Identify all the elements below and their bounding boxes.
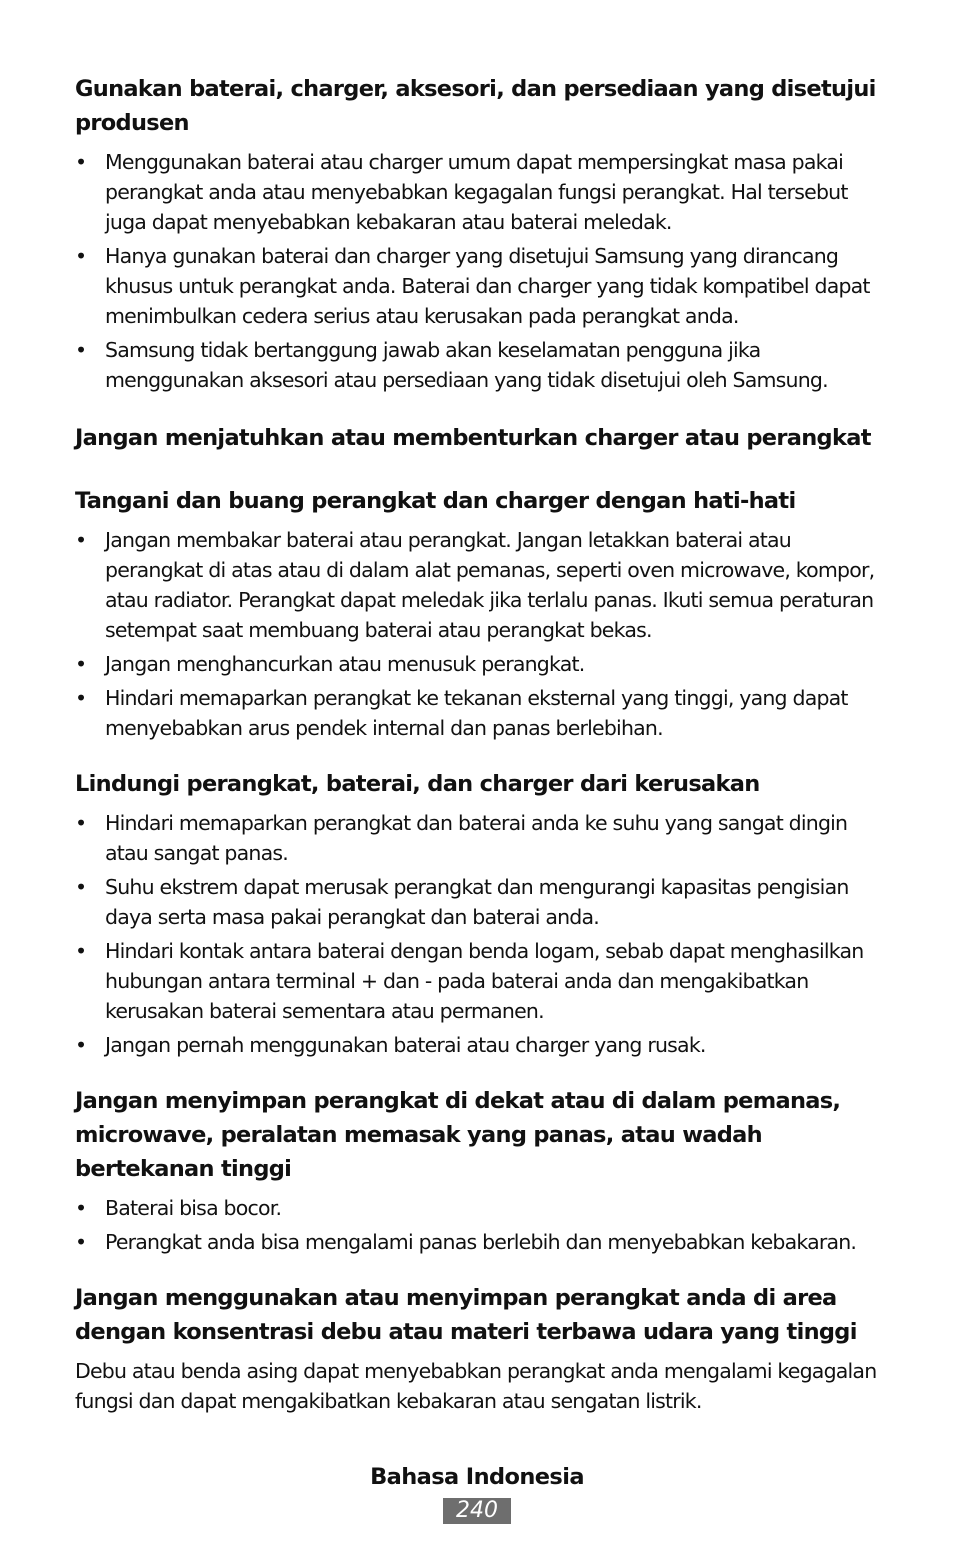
list-item-text: Jangan membakar baterai atau perangkat. Jangan letakkan baterai atau perangkat di atas atau di dalam alat pemanas, seperti oven microwave, kompor, atau radiator. Perangkat dapat meledak jika terlalu panas. Ikuti semua peraturan setempat saat membuang baterai atau perangkat bekas. [105,528,875,642]
bullet-icon: • [75,1230,87,1254]
list-item-text: Hindari kontak antara baterai dengan benda logam, sebab dapat menghasilkan hubungan antara terminal + dan - pada baterai anda dan mengakibatkan kerusakan baterai sementara atau permanen. [105,939,864,1023]
footer-language: Bahasa Indonesia [370,1464,584,1490]
bullet-icon: • [75,1196,87,1220]
section-approved-accessories [75,72,887,395]
list-item-text: Hanya gunakan baterai dan charger yang disetujui Samsung yang dirancang khusus untuk perangkat anda. Baterai dan charger yang tidak kompatibel dapat menimbulkan cedera serius atau kerusakan pada perangkat anda. [105,244,870,328]
list-item-text: Samsung tidak bertanggung jawab akan keselamatan pengguna jika menggunakan aksesori atau persediaan yang tidak disetujui oleh Samsung. [105,338,828,392]
bullet-icon: • [75,939,87,963]
page-content [75,72,887,1416]
section-dust-areas [75,1281,887,1416]
section-heading: Lindungi perangkat, baterai, dan charger dari kerusakan [75,771,760,797]
list-item-text: Jangan menghancurkan atau menusuk perangkat. [105,652,585,676]
list-item [75,525,887,645]
section-protect-damage [75,767,887,1060]
list-item [75,808,887,868]
bullet-icon: • [75,150,87,174]
bullet-list [75,1193,887,1257]
list-item [75,147,887,237]
section-handle-dispose [75,484,887,743]
bullet-icon: • [75,686,87,710]
list-item-text: Hindari memaparkan perangkat ke tekanan eksternal yang tinggi, yang dapat menyebabkan arus pendek internal dan panas berlebihan. [105,686,848,740]
section-heading: Gunakan baterai, charger, aksesori, dan persediaan yang disetujui produsen [75,76,876,136]
bullet-icon: • [75,1033,87,1057]
section-body: Debu atau benda asing dapat menyebabkan perangkat anda mengalami kegagalan fungsi dan dapat mengakibatkan kebakaran atau sengatan listrik. [75,1359,877,1413]
bullet-icon: • [75,338,87,362]
list-item [75,872,887,932]
list-item-text: Suhu ekstrem dapat merusak perangkat dan mengurangi kapasitas pengisian daya serta masa pakai perangkat dan baterai anda. [105,875,849,929]
list-item-text: Hindari memaparkan perangkat dan baterai anda ke suhu yang sangat dingin atau sangat panas. [105,811,848,865]
bullet-icon: • [75,811,87,835]
list-item [75,936,887,1026]
section-heading: Jangan menjatuhkan atau membenturkan charger atau perangkat [75,425,871,451]
list-item [75,1030,887,1060]
list-item-text: Perangkat anda bisa mengalami panas berlebih dan menyebabkan kebakaran. [105,1230,857,1254]
bullet-icon: • [75,528,87,552]
list-item-text: Jangan pernah menggunakan baterai atau charger yang rusak. [105,1033,706,1057]
bullet-list [75,808,887,1060]
section-do-not-drop [75,421,887,455]
section-heading: Jangan menggunakan atau menyimpan perangkat anda di area dengan konsentrasi debu atau materi terbawa udara yang tinggi [75,1285,857,1345]
list-item [75,1227,887,1257]
section-heat-sources [75,1084,887,1257]
bullet-list [75,147,887,395]
list-item-text: Baterai bisa bocor. [105,1196,282,1220]
bullet-icon: • [75,652,87,676]
list-item [75,335,887,395]
list-item [75,241,887,331]
list-item [75,649,887,679]
section-heading: Jangan menyimpan perangkat di dekat atau di dalam pemanas, microwave, peralatan memasak yang panas, atau wadah bertekanan tinggi [75,1088,841,1182]
list-item [75,1193,887,1223]
bullet-icon: • [75,875,87,899]
page-number: 240 [443,1498,511,1524]
page-footer [0,1460,954,1524]
list-item [75,683,887,743]
section-heading: Tangani dan buang perangkat dan charger dengan hati-hati [75,488,796,514]
bullet-list [75,525,887,743]
bullet-icon: • [75,244,87,268]
list-item-text: Menggunakan baterai atau charger umum dapat mempersingkat masa pakai perangkat anda atau menyebabkan kegagalan fungsi perangkat. Hal tersebut juga dapat menyebabkan kebakaran atau baterai meledak. [105,150,848,234]
